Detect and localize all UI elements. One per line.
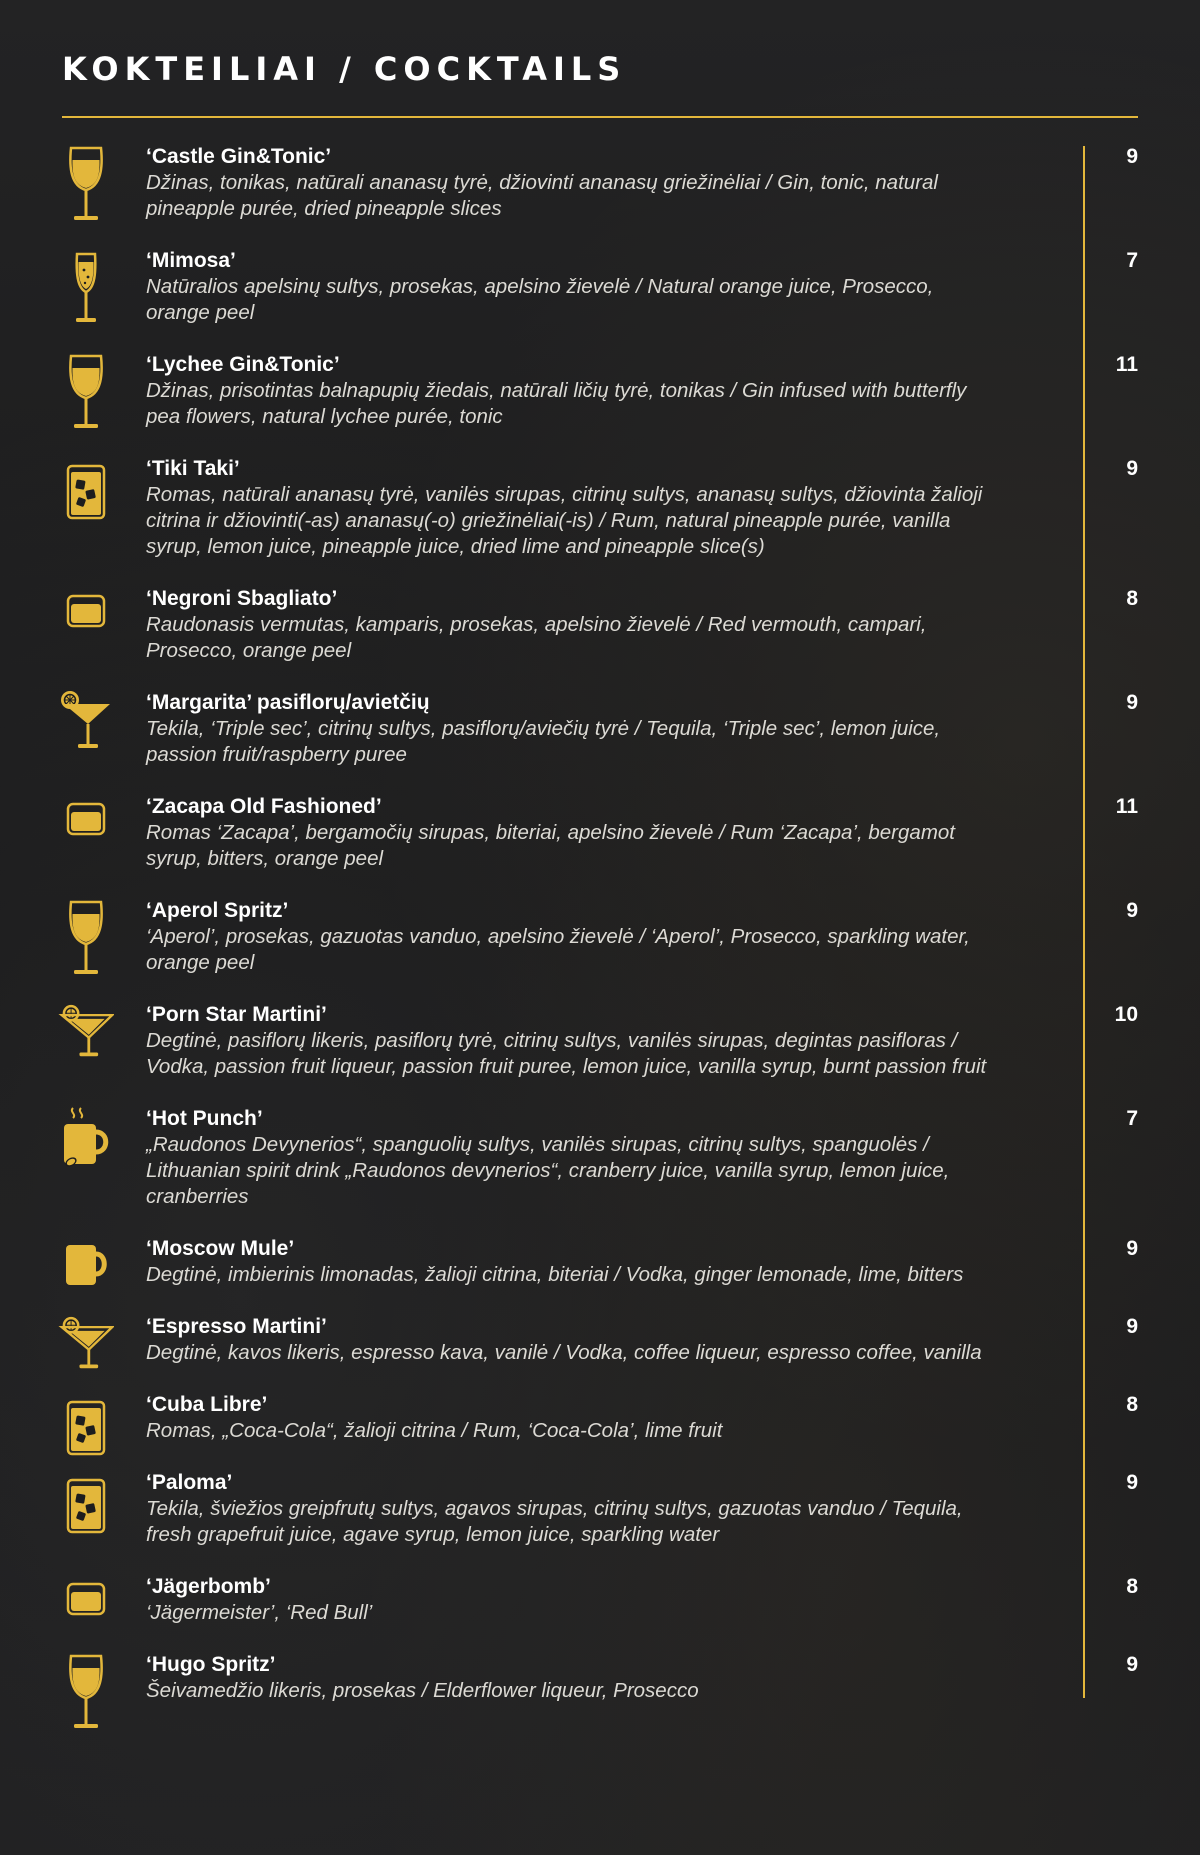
item-price: 8 — [1126, 1575, 1138, 1598]
item-description — [146, 924, 1061, 976]
description-line: Natūralios apelsinų sultys, prosekas, apelsino žievelė / Natural orange juice, Prosecco, — [146, 275, 934, 298]
description-line: Romas, natūrali ananasų tyrė, vanilės sirupas, citrinų sultys, ananasų sultys, džiovinta žalioji — [146, 483, 983, 506]
item-price: 9 — [1126, 145, 1138, 168]
martini-glass-icon — [58, 1314, 114, 1372]
item-name: ‘Lychee Gin&Tonic’ — [146, 353, 340, 376]
description-line: Vodka, passion fruit liqueur, passion fruit puree, lemon juice, vanilla syrup, burnt passion fruit — [146, 1055, 987, 1078]
champagne-flute-icon — [58, 252, 114, 324]
description-line: orange peel — [146, 301, 255, 324]
item-description — [146, 274, 1061, 326]
rocks-glass-icon — [58, 594, 114, 628]
martini-glass-icon — [58, 1002, 114, 1060]
item-price: 7 — [1126, 249, 1138, 272]
item-name: ‘Margarita’ pasiflorų/avietčių — [146, 691, 430, 714]
item-name: ‘Jägerbomb’ — [146, 1575, 271, 1598]
hot-mug-icon — [58, 1106, 114, 1170]
page-title: KOKTEILIAI / COCKTAILS — [62, 50, 627, 88]
description-line: fresh grapefruit juice, agave syrup, lemon juice, sparkling water — [146, 1523, 720, 1546]
item-description — [146, 170, 1061, 222]
item-description — [146, 612, 1061, 664]
item-description — [146, 482, 1061, 560]
description-line: Degtinė, kavos likeris, espresso kava, vanilė / Vodka, coffee liqueur, espresso coffee, vanilla — [146, 1341, 982, 1364]
item-name: ‘Espresso Martini’ — [146, 1315, 327, 1338]
item-name: ‘Aperol Spritz’ — [146, 899, 289, 922]
description-line: Prosecco, orange peel — [146, 639, 352, 662]
description-line: „Raudonos Devynerios“, spanguolių sultys, vanilės sirupas, citrinų sultys, spanguolės / — [146, 1133, 929, 1156]
item-price: 9 — [1126, 1237, 1138, 1260]
highball-ice-icon — [58, 1400, 114, 1456]
wine-glass-icon — [58, 900, 114, 976]
description-line: Degtinė, pasiflorų likeris, pasiflorų tyrė, citrinų sultys, vanilės sirupas, degintas pasifloras / — [146, 1029, 958, 1052]
description-line: Tekila, šviežios greipfrutų sultys, agavos sirupas, citrinų sultys, gazuotas vanduo / Tequila, — [146, 1497, 963, 1520]
description-line: Lithuanian spirit drink „Raudonos devynerios“, cranberry juice, vanilla syrup, lemon juice, — [146, 1159, 950, 1182]
wine-glass-icon — [58, 1654, 114, 1730]
description-line: ‘Jägermeister’, ‘Red Bull’ — [146, 1601, 373, 1624]
highball-ice-icon — [58, 464, 114, 520]
description-line: ‘Aperol’, prosekas, gazuotas vanduo, apelsino žievelė / ‘Aperol’, Prosecco, sparkling water, — [146, 925, 970, 948]
item-name: ‘Tiki Taki’ — [146, 457, 240, 480]
margarita-glass-icon — [58, 690, 114, 750]
rocks-glass-icon — [58, 802, 114, 836]
item-price: 8 — [1126, 587, 1138, 610]
item-price: 11 — [1115, 353, 1138, 376]
item-description — [146, 1132, 1061, 1210]
item-price: 9 — [1126, 1471, 1138, 1494]
item-name: ‘Hot Punch’ — [146, 1107, 263, 1130]
description-line: Džinas, tonikas, natūrali ananasų tyrė, džiovinti ananasų griežinėliai / Gin, tonic, natural — [146, 171, 938, 194]
item-description — [146, 378, 1061, 430]
item-description — [146, 1028, 1061, 1080]
item-name: ‘Zacapa Old Fashioned’ — [146, 795, 382, 818]
item-description — [146, 1340, 1061, 1366]
item-description — [146, 1678, 1061, 1704]
description-line: Šeivamedžio likeris, prosekas / Elderflower liqueur, Prosecco — [146, 1679, 699, 1702]
description-line: Romas ‘Zacapa’, bergamočių sirupas, biteriai, apelsino žievelė / Rum ‘Zacapa’, bergamot — [146, 821, 955, 844]
item-name: ‘Moscow Mule’ — [146, 1237, 295, 1260]
item-price: 9 — [1126, 457, 1138, 480]
item-description — [146, 1600, 1061, 1626]
description-line: citrina ir džiovinti(-as) ananasų(-o) griežinėliai(-is) / Rum, natural pineapple purée, vanilla — [146, 509, 951, 532]
description-line: cranberries — [146, 1185, 249, 1208]
item-price: 11 — [1115, 795, 1138, 818]
item-price: 7 — [1126, 1107, 1138, 1130]
description-line: syrup, lemon juice, pineapple juice, dried lime and pineapple slice(s) — [146, 535, 765, 558]
item-name: ‘Castle Gin&Tonic’ — [146, 145, 332, 168]
item-description — [146, 716, 1061, 768]
item-name: ‘Cuba Libre’ — [146, 1393, 268, 1416]
title-underline — [62, 116, 1138, 118]
description-line: Romas, „Coca-Cola“, žalioji citrina / Rum, ‘Coca-Cola’, lime fruit — [146, 1419, 723, 1442]
item-price: 9 — [1126, 899, 1138, 922]
description-line: Degtinė, imbierinis limonadas, žalioji citrina, biteriai / Vodka, ginger lemonade, lime, bitters — [146, 1263, 964, 1286]
item-name: ‘Hugo Spritz’ — [146, 1653, 276, 1676]
description-line: orange peel — [146, 951, 255, 974]
highball-ice-icon — [58, 1478, 114, 1534]
rocks-glass-icon — [58, 1582, 114, 1616]
description-line: pea flowers, natural lychee purée, tonic — [146, 405, 503, 428]
item-price: 8 — [1126, 1393, 1138, 1416]
wine-glass-icon — [58, 146, 114, 222]
description-line: passion fruit/raspberry puree — [146, 743, 407, 766]
item-price: 9 — [1126, 1653, 1138, 1676]
item-name: ‘Mimosa’ — [146, 249, 236, 272]
item-price: 9 — [1126, 1315, 1138, 1338]
item-description — [146, 820, 1061, 872]
item-name: ‘Negroni Sbagliato’ — [146, 587, 338, 610]
wine-glass-icon — [58, 354, 114, 430]
item-name: ‘Porn Star Martini’ — [146, 1003, 327, 1026]
item-price: 9 — [1126, 691, 1138, 714]
item-description — [146, 1262, 1061, 1288]
description-line: Raudonasis vermutas, kamparis, prosekas, apelsino žievelė / Red vermouth, campari, — [146, 613, 927, 636]
mug-icon — [58, 1242, 114, 1288]
item-name: ‘Paloma’ — [146, 1471, 233, 1494]
description-line: pineapple purée, dried pineapple slices — [146, 197, 502, 220]
item-description — [146, 1418, 1061, 1444]
description-line: syrup, bitters, orange peel — [146, 847, 384, 870]
description-line: Tekila, ‘Triple sec’, citrinų sultys, pasiflorų/aviečių tyrė / Tequila, ‘Triple sec’, lemon juice, — [146, 717, 941, 740]
item-price: 10 — [1114, 1003, 1138, 1026]
description-line: Džinas, prisotintas balnapupių žiedais, natūrali ličių tyrė, tonikas / Gin infused with butterfly — [146, 379, 967, 402]
item-description — [146, 1496, 1061, 1548]
